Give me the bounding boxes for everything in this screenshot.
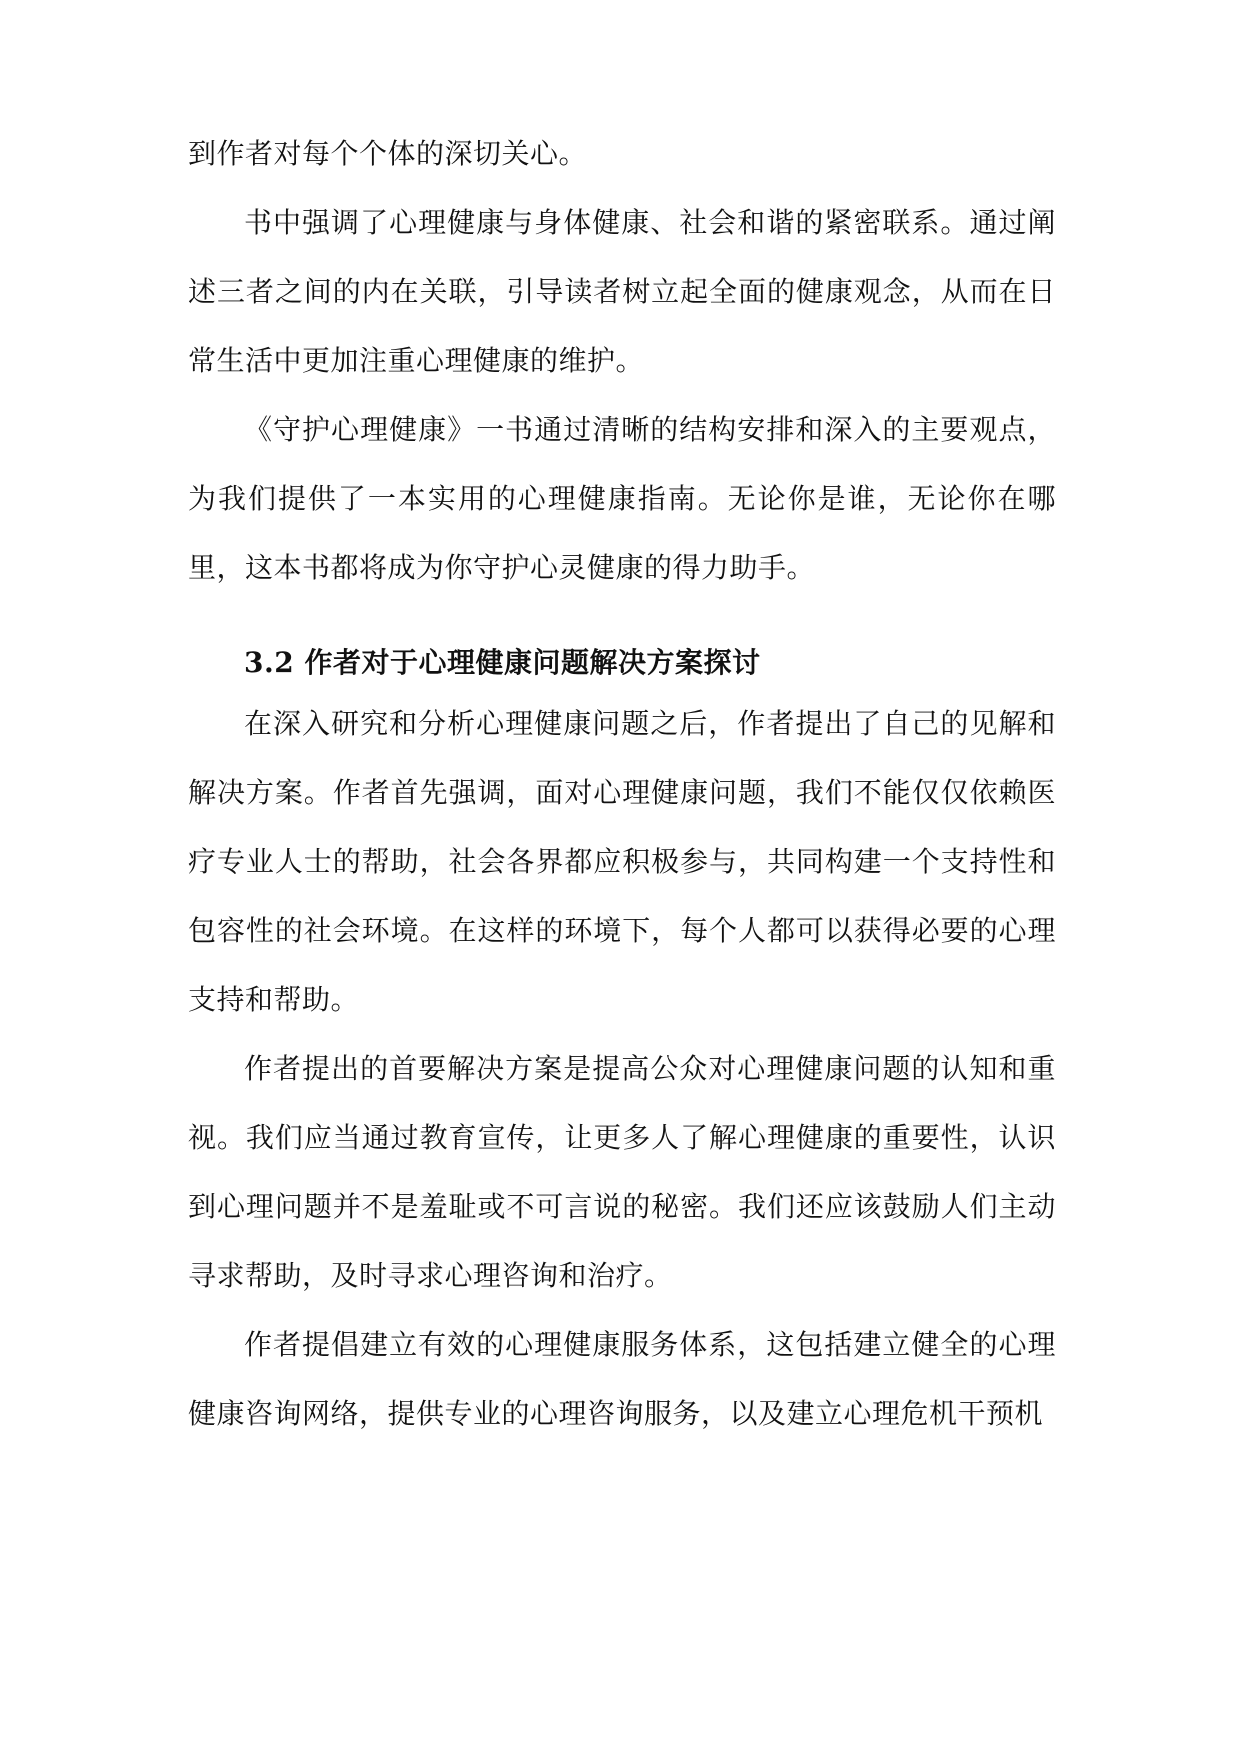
paragraph-health-connection: 书中强调了心理健康与身体健康、社会和谐的紧密联系。通过阐述三者之间的内在关联，引导读者树立起全面的健康观念，从而在日常生活中更加注重心理健康的维护。 — [188, 206, 1056, 377]
paragraph-author-solutions: 在深入研究和分析心理健康问题之后，作者提出了自己的见解和解决方案。作者首先强调，面对心理健康问题，我们不能仅仅依赖医疗专业人士的帮助，社会各界都应积极参与，共同构建一个支持性和包容性的社会环境。在这样的环境下，每个人都可以获得必要的心理支持和帮助。 — [188, 707, 1056, 1016]
paragraph-book-summary: 《守护心理健康》一书通过清晰的结构安排和深入的主要观点，为我们提供了一本实用的心理健康指南。无论你是谁，无论你在哪里，这本书都将成为你守护心灵健康的得力助手。 — [188, 413, 1056, 584]
section-heading: 3.2 作者对于心理健康问题解决方案探讨 — [244, 646, 761, 679]
paragraph-service-system: 作者提倡建立有效的心理健康服务体系，这包括建立健全的心理健康咨询网络，提供专业的心理咨询服务，以及建立心理危机干预机 — [188, 1328, 1056, 1430]
paragraph-public-awareness: 作者提出的首要解决方案是提高公众对心理健康问题的认知和重视。我们应当通过教育宣传，让更多人了解心理健康的重要性，认识到心理问题并不是羞耻或不可言说的秘密。我们还应该鼓励人们主动寻求帮助，及时寻求心理咨询和治疗。 — [188, 1052, 1056, 1292]
paragraph-continuation: 到作者对每个个体的深切关心。 — [188, 137, 588, 170]
